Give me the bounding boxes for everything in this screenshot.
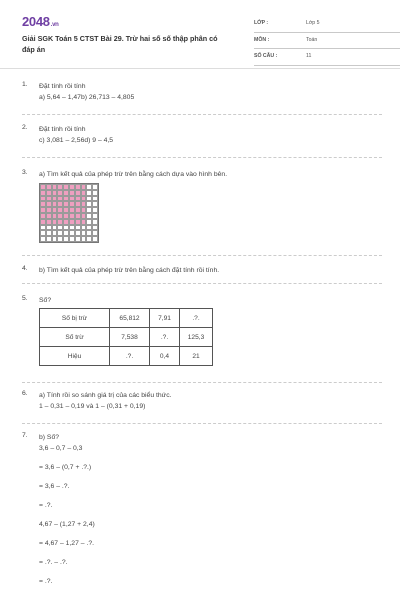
- site-logo[interactable]: [22, 14, 59, 29]
- meta-row-subject: [254, 33, 400, 50]
- question-line: 3,6 – 0,7 – 0,3: [39, 445, 83, 452]
- table-row: [40, 347, 213, 366]
- question-body: [39, 265, 379, 276]
- question-body: [39, 124, 379, 146]
- page-header: [22, 14, 382, 72]
- meta-row-class: [254, 16, 400, 33]
- question-number: 5.: [22, 295, 28, 302]
- question-separator: [22, 423, 382, 424]
- question-line: Số?: [39, 297, 52, 304]
- table-cell: Hiệu: [40, 347, 110, 366]
- question-separator: [22, 114, 382, 115]
- header-divider: [0, 68, 400, 69]
- question-line: 1 – 0,31 – 0,19 và 1 – (0,31 + 0,19): [39, 403, 146, 410]
- table-cell: .?.: [180, 309, 213, 328]
- meta-row-question-count: [254, 49, 400, 66]
- question-body: [39, 81, 379, 103]
- question-separator: [22, 255, 382, 256]
- meta-value: 11: [306, 53, 312, 59]
- question-line: = .?.: [39, 502, 53, 509]
- table-cell: 7,538: [110, 328, 150, 347]
- question-line: = 4,67 – 1,27 – .?.: [39, 540, 94, 547]
- question-line: a) Tính rồi so sánh giá trị của các biểu thức.: [39, 392, 172, 399]
- question-body: [39, 390, 379, 412]
- question-line: b) Tìm kết quả của phép trừ trên bằng cách đặt tính rồi tính.: [39, 267, 220, 274]
- logo-text: 2048: [22, 14, 50, 29]
- document-title: Giải SGK Toán 5 CTST Bài 29. Trừ hai số số thập phân có đáp án: [22, 34, 218, 54]
- question-body: [39, 295, 379, 306]
- question-line: = 3,6 – (0,7 + .?.): [39, 464, 92, 471]
- decimal-grid-figure: [39, 183, 99, 243]
- meta-value: Toán: [306, 36, 318, 43]
- question-number: 7.: [22, 432, 28, 439]
- question-line: a) 5,64 – 1,47b) 26,713 – 4,805: [39, 94, 135, 101]
- logo-suffix: .vn: [50, 22, 59, 28]
- question-separator: [22, 382, 382, 383]
- table-cell: 65,812: [110, 309, 150, 328]
- table-row: [40, 328, 213, 347]
- meta-key: SỐ CÂU :: [254, 53, 278, 59]
- meta-key: MÔN :: [254, 36, 270, 43]
- question-line: = .?.: [39, 578, 53, 585]
- question-body: [39, 432, 379, 587]
- question-line: = 3,6 – .?.: [39, 483, 70, 490]
- table-cell: .?.: [110, 347, 150, 366]
- question-separator: [22, 283, 382, 284]
- meta-panel: [254, 16, 400, 66]
- question-line: a) Tìm kết quả của phép trừ trên bằng cách dựa vào hình bên.: [39, 171, 228, 178]
- table-cell: Số bị trừ: [40, 309, 110, 328]
- question-line: 4,67 – (1,27 + 2,4): [39, 521, 95, 528]
- question-line: c) 3,081 – 2,56d) 9 – 4,5: [39, 137, 114, 144]
- question-line: Đặt tính rồi tính: [39, 126, 86, 133]
- table-cell: .?.: [150, 328, 180, 347]
- meta-key: LỚP :: [254, 20, 269, 26]
- question-number: 6.: [22, 390, 28, 397]
- question-line: Đặt tính rồi tính: [39, 83, 86, 90]
- table-cell: 21: [180, 347, 213, 366]
- question-number: 4.: [22, 265, 28, 272]
- grid-cell: [92, 236, 98, 242]
- subtraction-table: [39, 308, 213, 366]
- question-number: 1.: [22, 81, 28, 88]
- question-body: [39, 169, 379, 180]
- question-separator: [22, 157, 382, 158]
- table-cell: 7,91: [150, 309, 180, 328]
- table-cell: 0,4: [150, 347, 180, 366]
- question-number: 3.: [22, 169, 28, 176]
- table-cell: 125,3: [180, 328, 213, 347]
- table-row: [40, 309, 213, 328]
- table-cell: Số trừ: [40, 328, 110, 347]
- question-number: 2.: [22, 124, 28, 131]
- question-line: = .?. – .?.: [39, 559, 68, 566]
- meta-value: Lớp 5: [306, 20, 320, 26]
- question-line: b) Số?: [39, 434, 60, 441]
